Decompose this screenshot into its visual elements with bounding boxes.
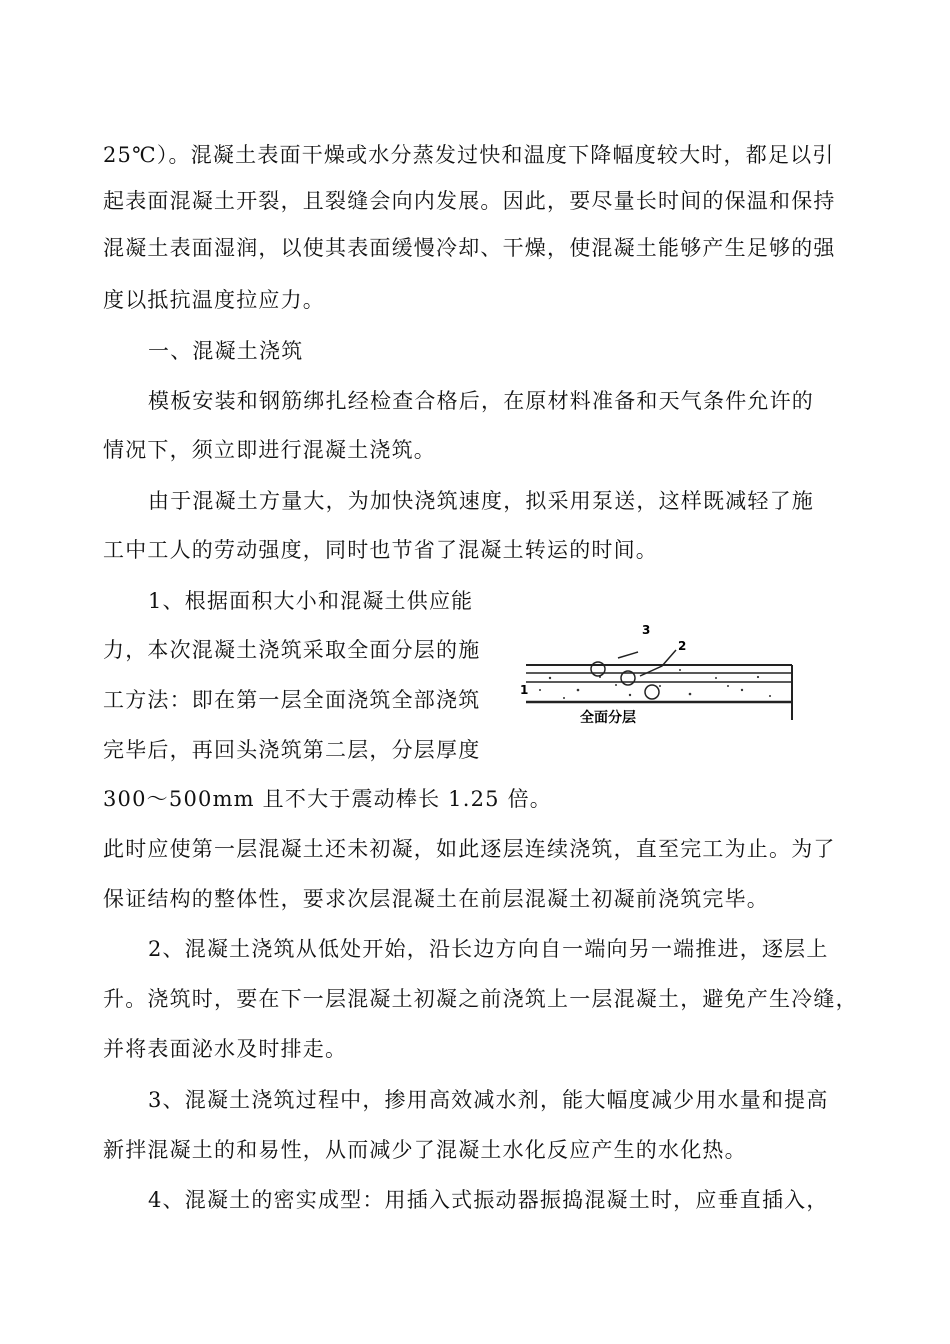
paragraph-line: 混凝土表面湿润，以使其表面缓慢冷却、干燥，使混凝土能够产生足够的强	[103, 236, 836, 260]
paragraph-line: 情况下，须立即进行混凝土浇筑。	[103, 438, 436, 462]
paragraph-line: 并将表面泌水及时排走。	[103, 1037, 348, 1061]
paragraph-line: 工中工人的劳动强度，同时也节省了混凝土转运的时间。	[103, 538, 658, 562]
paragraph-line: 4、混凝土的密实成型：用插入式振动器振捣混凝土时，应垂直插入，	[148, 1188, 829, 1212]
paragraph-line: 3、混凝土浇筑过程中，掺用高效减水剂，能大幅度减少用水量和提高	[148, 1088, 829, 1112]
paragraph-line: 升。浇筑时，要在下一层混凝土初凝之前浇筑上一层混凝土，避免产生冷缝，	[103, 987, 858, 1011]
layer-1-mark	[645, 685, 659, 699]
label-2: 2	[678, 639, 687, 653]
paragraph-line: 1、根据面积大小和混凝土供应能	[148, 589, 474, 613]
paragraph-line: 起表面混凝土开裂，且裂缝会向内发展。因此，要尽量长时间的保温和保持	[103, 189, 836, 213]
section-heading: 一、混凝土浇筑	[148, 339, 304, 363]
paragraph-line: 此时应使第一层混凝土还未初凝，如此逐层连续浇筑，直至完工为止。为了	[103, 837, 836, 861]
paragraph-line: 由于混凝土方量大，为加快浇筑速度，拟采用泵送，这样既减轻了施	[148, 489, 814, 513]
paragraph-line: 力，本次混凝土浇筑采取全面分层的施	[103, 638, 481, 662]
diagram-svg	[520, 620, 796, 732]
paragraph-line: 2、混凝土浇筑从低处开始，沿长边方向自一端向另一端推进，逐层上	[148, 937, 829, 961]
paragraph-line: 25℃）。混凝土表面干燥或水分蒸发过快和温度下降幅度较大时，都足以引	[103, 143, 835, 167]
leader-2	[640, 650, 676, 676]
leader-3	[618, 652, 638, 658]
figure-caption: 全面分层	[580, 710, 636, 726]
paragraph-line: 度以抵抗温度拉应力。	[103, 288, 325, 312]
label-3: 3	[642, 623, 651, 637]
paragraph-line: 新拌混凝土的和易性，从而减少了混凝土水化反应产生的水化热。	[103, 1138, 747, 1162]
paragraph-line: 工方法：即在第一层全面浇筑全部浇筑	[103, 688, 481, 712]
paragraph-line: 模板安装和钢筋绑扎经检查合格后，在原材料准备和天气条件允许的	[148, 389, 814, 413]
paragraph-line: 完毕后，再回头浇筑第二层，分层厚度	[103, 738, 481, 762]
label-1: 1	[520, 683, 529, 697]
layered-pouring-diagram	[520, 620, 796, 732]
paragraph-line: 保证结构的整体性，要求次层混凝土在前层混凝土初凝前浇筑完毕。	[103, 887, 769, 911]
paragraph-line: 300～500mm 且不大于震动棒长 1.25 倍。	[103, 787, 552, 811]
